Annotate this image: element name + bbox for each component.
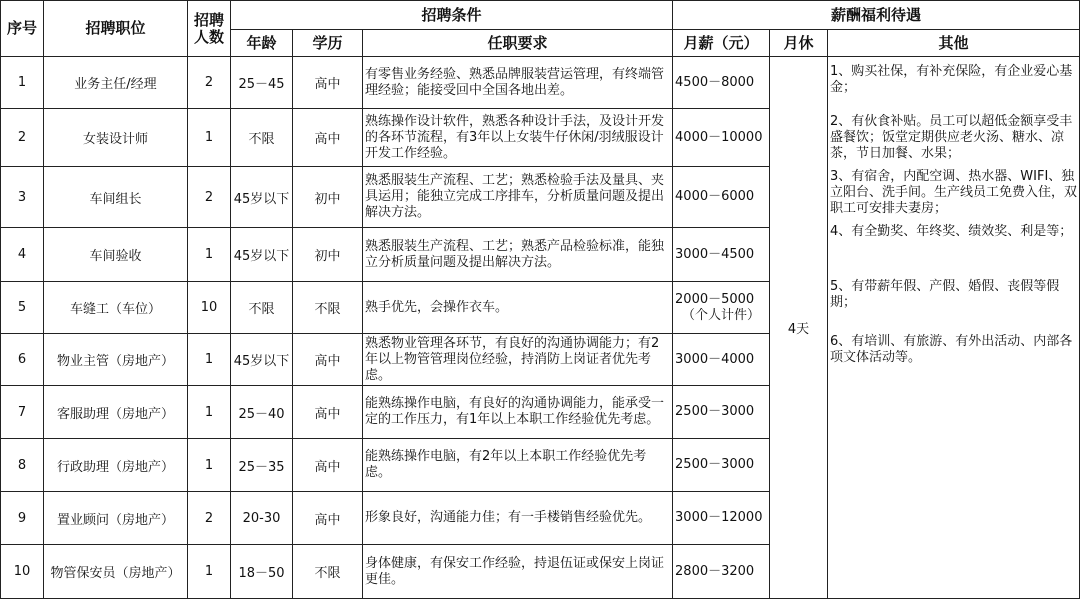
row-salary-range: 3000－4000: [675, 351, 755, 367]
row-position: 客服助理（房地产）: [44, 386, 188, 439]
row-salary: [673, 167, 770, 228]
row-education: 高中: [293, 439, 363, 492]
row-salary: [673, 439, 770, 492]
row-salary-range: 3000－4500: [675, 246, 755, 262]
row-salary-range: 4500－8000: [675, 74, 755, 90]
row-education: 高中: [293, 334, 363, 386]
welfare-items: [830, 57, 1077, 382]
row-age: 45岁以下: [231, 334, 293, 386]
row-age: 45岁以下: [231, 167, 293, 228]
row-seq: 3: [1, 167, 44, 228]
row-requirements: 有零售业务经验、熟悉品牌服装营运管理，有终端管理经验；能接受回中全国各地出差。: [363, 57, 673, 109]
row-education: 初中: [293, 167, 363, 228]
row-requirements: 能熟练操作电脑，有2年以上本职工作经验优先考虑。: [363, 439, 673, 492]
row-education: 初中: [293, 228, 363, 282]
row-seq: 6: [1, 334, 44, 386]
rest-days: 4天: [770, 57, 828, 599]
header-count-bottom: 人数: [193, 27, 224, 46]
row-count: 1: [188, 228, 231, 282]
row-count: 1: [188, 439, 231, 492]
row-requirements: 形象良好，沟通能力佳；有一手楼销售经验优先。: [363, 492, 673, 545]
row-count: 1: [188, 386, 231, 439]
row-count: 1: [188, 334, 231, 386]
header-row-1: [1, 1, 1080, 30]
row-seq: 7: [1, 386, 44, 439]
row-salary-range: 4000－6000: [675, 189, 755, 204]
header-education: 学历: [293, 30, 363, 57]
row-position: 女装设计师: [44, 109, 188, 167]
welfare-list: [828, 57, 1080, 599]
welfare-item: 3、有宿舍，内配空调、热水器、WIFI、独立阳台、洗手间。生产线员工免费入住，双职工可安排夫妻房；: [830, 169, 1078, 216]
row-position: 车间验收: [44, 228, 188, 282]
row-seq: 4: [1, 228, 44, 282]
row-education: 高中: [293, 492, 363, 545]
row-seq: 8: [1, 439, 44, 492]
row-requirements: 熟手优先，会操作衣车。: [363, 282, 673, 334]
row-position: 物管保安员（房地产）: [44, 545, 188, 599]
row-education: 高中: [293, 57, 363, 109]
row-salary-range: 2500－3000: [675, 404, 755, 419]
welfare-item: 6、有培训、有旅游、有外出活动、内部各项文体活动等。: [830, 334, 1073, 365]
row-position: 车缝工（车位）: [44, 282, 188, 334]
row-count: 10: [188, 282, 231, 334]
row-requirements: 能熟练操作电脑，有良好的沟通协调能力，能承受一定的工作压力，有1年以上本职工作经验优先考虑。: [363, 386, 673, 439]
header-benefits: 薪酬福利待遇: [673, 1, 1080, 30]
row-age: 25－45: [231, 57, 293, 109]
welfare-item: 1、购买社保，有补充保险，有企业爱心基金；: [830, 64, 1073, 95]
header-position: 招聘职位: [44, 1, 188, 57]
row-salary: [673, 492, 770, 545]
table-row: [1, 57, 1080, 109]
header-conditions: 招聘条件: [231, 1, 673, 30]
welfare-item: 2、有伙食补贴。员工可以超低金额享受丰盛餐饮；饭堂定期供应老火汤、糖水、凉茶，节日加餐、水果；: [830, 114, 1073, 161]
header-other: 其他: [828, 30, 1080, 57]
row-count: 2: [188, 57, 231, 109]
header-count-top: 招聘: [193, 10, 224, 29]
row-education: 不限: [293, 282, 363, 334]
row-position: 物业主管（房地产）: [44, 334, 188, 386]
row-age: 不限: [231, 109, 293, 167]
row-count: 1: [188, 545, 231, 599]
row-salary-range: 2000－5000: [675, 291, 755, 307]
row-seq: 10: [1, 545, 44, 599]
row-salary-range: 2800－3200: [675, 563, 755, 579]
row-seq: 5: [1, 282, 44, 334]
row-count: 2: [188, 492, 231, 545]
header-rest: 月休: [770, 30, 828, 57]
row-position: 置业顾问（房地产）: [44, 492, 188, 545]
row-seq: 9: [1, 492, 44, 545]
row-salary: [673, 386, 770, 439]
row-seq: 2: [1, 109, 44, 167]
row-education: 不限: [293, 545, 363, 599]
welfare-item: 5、有带薪年假、产假、婚假、丧假等假期；: [830, 279, 1060, 310]
row-salary: [673, 545, 770, 599]
row-salary-range: 2500－3000: [675, 457, 755, 472]
row-requirements: 熟悉服装生产流程、工艺；熟悉产品检验标准，能独立分析质量问题及提出解决方法。: [363, 228, 673, 282]
row-position: 业务主任/经理: [44, 57, 188, 109]
row-position: 车间组长: [44, 167, 188, 228]
row-age: 18－50: [231, 545, 293, 599]
row-age: 20-30: [231, 492, 293, 545]
row-requirements: 熟悉服装生产流程、工艺；熟悉检验手法及量具、夹具运用；能独立完成工序排车，分析质量问题及提出解决方法。: [363, 167, 673, 228]
row-salary: [673, 334, 770, 386]
header-age: 年龄: [231, 30, 293, 57]
row-count: 1: [188, 109, 231, 167]
row-salary-range: 4000－10000: [675, 129, 763, 145]
row-salary-range: 3000－12000: [675, 510, 763, 525]
row-age: 25－35: [231, 439, 293, 492]
welfare-item: 4、有全勤奖、年终奖、绩效奖、利是等；: [830, 224, 1073, 239]
row-salary: [673, 57, 770, 109]
row-salary: [673, 228, 770, 282]
header-seq: 序号: [1, 1, 44, 57]
row-requirements: 身体健康，有保安工作经验，持退伍证或保安上岗证更佳。: [363, 545, 673, 599]
row-age: 不限: [231, 282, 293, 334]
row-age: 25－40: [231, 386, 293, 439]
row-requirements: 熟练操作设计软件，熟悉各种设计手法，及设计开发的各环节流程，有3年以上女装牛仔休闲/羽绒服设计开发工作经验。: [363, 109, 673, 167]
row-salary: [673, 282, 770, 334]
row-salary: [673, 109, 770, 167]
row-requirements: 熟悉物业管理各环节，有良好的沟通协调能力；有2年以上物管管理岗位经验，持消防上岗证者优先考虑。: [363, 334, 673, 386]
row-age: 45岁以下: [231, 228, 293, 282]
row-position: 行政助理（房地产）: [44, 439, 188, 492]
header-count: [188, 1, 231, 57]
header-salary: 月薪（元）: [673, 30, 770, 57]
row-count: 2: [188, 167, 231, 228]
row-education: 高中: [293, 386, 363, 439]
row-seq: 1: [1, 57, 44, 109]
row-education: 高中: [293, 109, 363, 167]
header-requirements: 任职要求: [363, 30, 673, 57]
row-salary-note: （个人计件）: [682, 307, 761, 323]
